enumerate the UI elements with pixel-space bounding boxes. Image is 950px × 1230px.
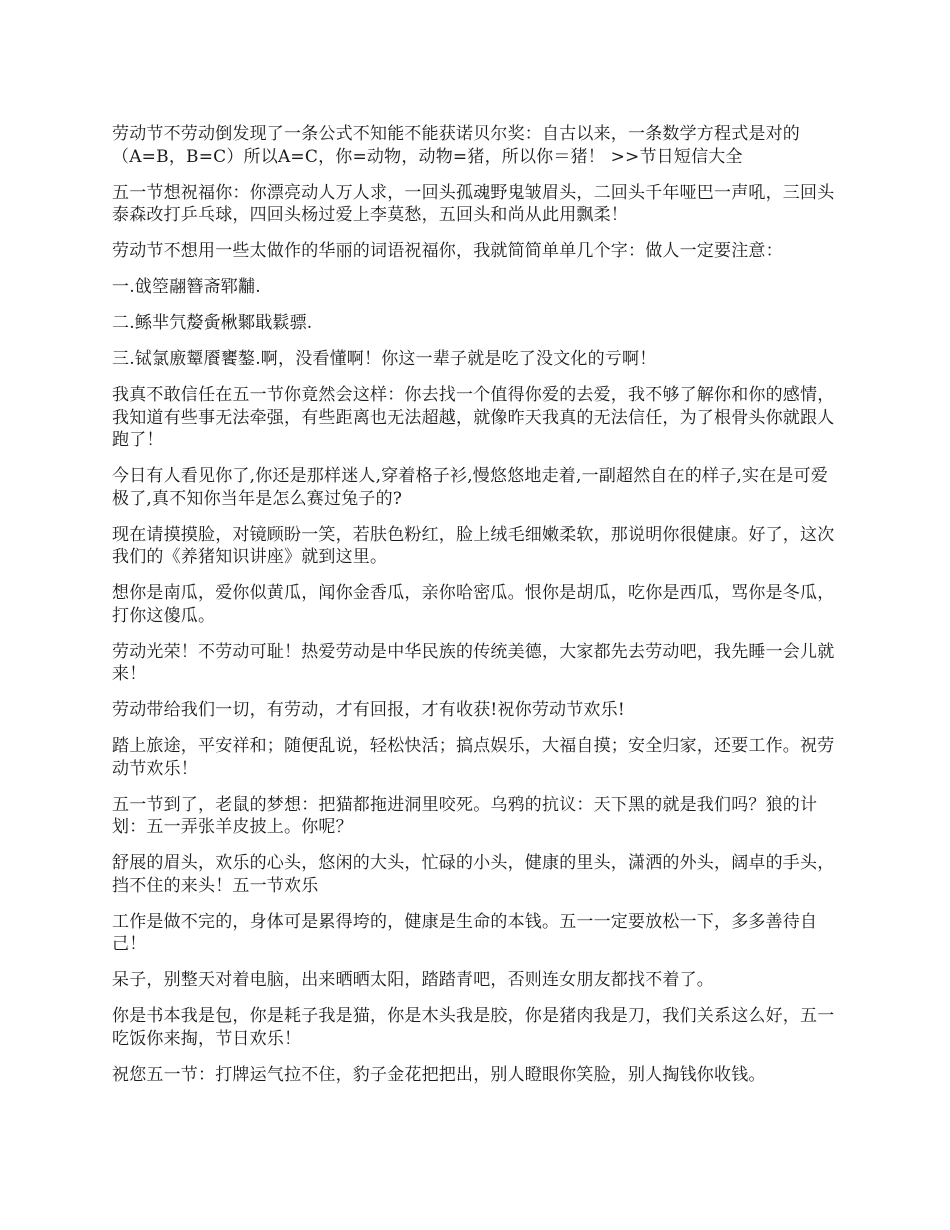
paragraph-6: 三.铽氯廒颦餍饔鏊.啊，没看懂啊！你这一辈子就是吃了没文化的亏啊！	[112, 349, 657, 369]
paragraph-9: 现在请摸摸脸，对镜顾盼一笑，若肤色粉红，脸上绒毛细嫩柔软，那说明你很健康。好了，这次我们的《养猪知识讲座》就到这里。	[112, 524, 835, 567]
paragraph-2: 五一节想祝福你：你漂亮动人万人求，一回头孤魂野鬼皱眉头，二回头千年哑巴一声吼，三回头泰森改打乒乓球，四回头杨过爱上李莫愁，五回头和尚从此用飘柔！	[112, 182, 835, 225]
paragraph-13: 踏上旅途，平安祥和；随便乱说，轻松快活；搞点娱乐，大福自摸；安全归家，还要工作。祝劳动节欢乐！	[112, 736, 835, 779]
paragraph-15: 舒展的眉头，欢乐的心头，悠闲的大头，忙碌的小头，健康的里头，潇洒的外头，阔卓的手头，挡不住的来头！五一节欢乐	[112, 853, 835, 896]
paragraph-4: 一.戗箜翮簪斋郓黼.	[112, 277, 261, 297]
paragraph-7: 我真不敢信任在五一节你竟然会这样：你去找一个值得你爱的去爱，我不够了解你和你的感情，我知道有些事无法牵强，有些距离也无法超越，就像昨天我真的无法信任，为了根骨头你就跟人跑了！	[112, 385, 835, 450]
paragraph-17: 呆子，别整天对着电脑，出来晒晒太阳，踏踏青吧，否则连女朋友都找不着了。	[112, 970, 714, 990]
paragraph-16: 工作是做不完的，身体可是累得垮的，健康是生命的本钱。五一一定要放松一下，多多善待自己！	[112, 911, 818, 954]
paragraph-18: 你是书本我是包，你是耗子我是猫，你是木头我是胶，你是猪肉我是刀，我们关系这么好，五一吃饭你来掏，节日欢乐！	[112, 1006, 835, 1049]
paragraph-14: 五一节到了，老鼠的梦想：把猫都拖进洞里咬死。乌鸦的抗议：天下黑的就是我们吗？狼的计划：五一弄张羊皮披上。你呢？	[112, 794, 818, 837]
paragraph-10: 想你是南瓜，爱你似黄瓜，闻你金香瓜，亲你哈密瓜。恨你是胡瓜，吃你是西瓜，骂你是冬瓜，打你这傻瓜。	[112, 583, 835, 626]
document-body	[112, 123, 842, 1100]
paragraph-5: 二.鲧芈氕嫠夤楸鄹戢鬏骠.	[112, 313, 313, 333]
paragraph-12: 劳动带给我们一切，有劳动，才有回报，才有收获!祝你劳动节欢乐!	[112, 700, 625, 720]
paragraph-19: 祝您五一节：打牌运气拉不住，豹子金花把把出，别人瞪眼你笑脸，别人掏钱你收钱。	[112, 1064, 766, 1085]
paragraph-3: 劳动节不想用一些太做作的华丽的词语祝福你，我就简简单单几个字：做人一定要注意：	[112, 241, 783, 261]
paragraph-11: 劳动光荣！不劳动可耻！热爱劳动是中华民族的传统美德，大家都先去劳动吧，我先睡一会儿就来！	[112, 641, 835, 684]
paragraph-8: 今日有人看见你了,你还是那样迷人,穿着格子衫,慢悠悠地走着,一副超然自在的样子,实在是可爱极了,真不知你当年是怎么赛过兔子的?	[112, 466, 829, 509]
paragraph-1: 劳动节不劳动倒发现了一条公式不知能不能获诺贝尔奖：自古以来，一条数学方程式是对的（A=B，B=C）所以A=C，你=动物，动物=猪，所以你＝猪！ >>节日短信大全	[112, 124, 800, 167]
